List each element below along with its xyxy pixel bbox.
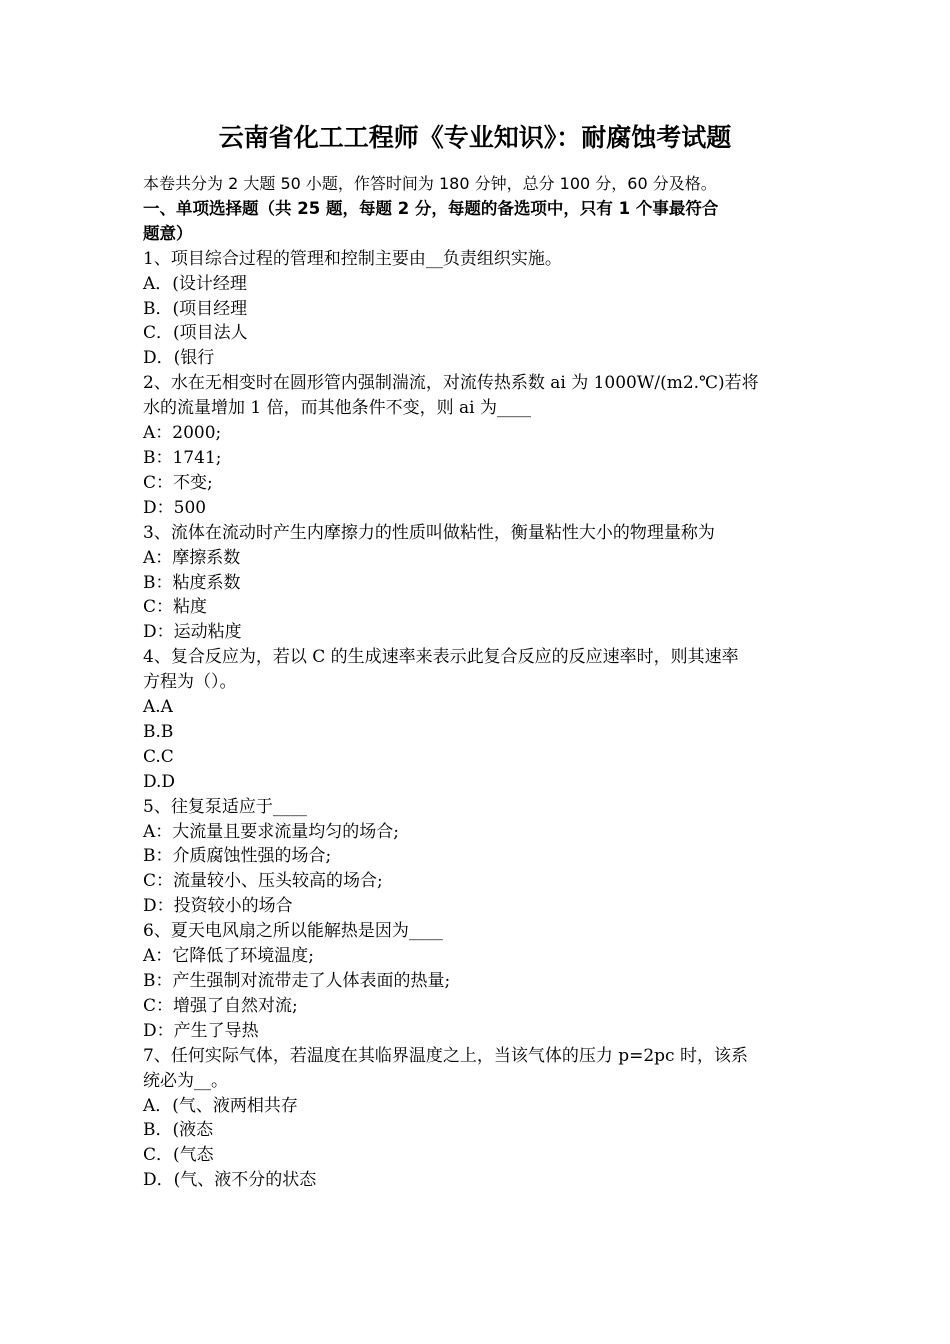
question-1	[143, 247, 815, 372]
option-c: C：粘度	[143, 597, 208, 618]
question-7	[143, 1044, 815, 1193]
question-5	[143, 795, 815, 920]
option-b: B.B	[143, 721, 174, 742]
option-b: B．(项目经理	[143, 298, 248, 319]
question-3	[143, 521, 815, 646]
option-d: D：运动粘度	[143, 622, 242, 643]
question-4	[143, 645, 815, 794]
option-a: A．(气、液两相共存	[143, 1095, 298, 1116]
question-stem: 1、项目综合过程的管理和控制主要由__负责组织实施。	[143, 248, 562, 269]
question-stem-continued: 水的流量增加 1 倍，而其他条件不变，则 ai 为____	[143, 398, 532, 419]
option-a: A：摩擦系数	[143, 547, 241, 568]
option-d: D：投资较小的场合	[143, 896, 293, 917]
option-c: C.C	[143, 746, 174, 767]
option-c: C．(气态	[143, 1145, 214, 1166]
option-a: A.A	[143, 697, 173, 718]
option-d: D.D	[143, 771, 176, 792]
option-b: B：介质腐蚀性强的场合;	[143, 846, 332, 867]
question-6	[143, 919, 815, 1044]
question-stem: 3、流体在流动时产生内摩擦力的性质叫做粘性，衡量粘性大小的物理量称为	[143, 522, 715, 543]
question-stem: 6、夏天电风扇之所以能解热是因为____	[143, 921, 443, 942]
option-a: A：大流量且要求流量均匀的场合;	[143, 821, 400, 842]
document-content	[143, 172, 815, 1193]
question-2	[143, 371, 815, 520]
option-a: A：它降低了环境温度;	[143, 946, 315, 967]
option-b: B：1741;	[143, 447, 222, 468]
option-b: B：粘度系数	[143, 572, 241, 593]
option-a: A：2000;	[143, 423, 222, 444]
exam-intro: 本卷共分为 2 大题 50 小题，作答时间为 180 分钟，总分 100 分，60 分及格。	[143, 174, 717, 193]
option-b: B．(液态	[143, 1120, 214, 1141]
question-stem-continued: 统必为__。	[143, 1070, 228, 1091]
option-c: C：不变;	[143, 472, 213, 493]
question-stem: 5、往复泵适应于____	[143, 796, 307, 817]
option-c: C：增强了自然对流;	[143, 995, 298, 1016]
option-d: D：产生了导热	[143, 1020, 259, 1041]
option-a: A．(设计经理	[143, 273, 247, 294]
question-stem-continued: 方程为（）。	[143, 672, 237, 693]
option-d: D．(气、液不分的状态	[143, 1170, 317, 1191]
option-d: D．(银行	[143, 348, 215, 369]
section-heading-line-1: 一、单项选择题（共 25 题，每题 2 分，每题的备选项中，只有 1 个事最符合	[143, 198, 719, 218]
option-b: B：产生强制对流带走了人体表面的热量;	[143, 971, 451, 991]
option-c: C．(项目法人	[143, 323, 248, 344]
question-stem: 2、水在无相变时在圆形管内强制湍流，对流传热系数 ai 为 1000W/(m2.℃)若将	[143, 373, 759, 394]
section-heading-line-2: 题意）	[143, 223, 193, 243]
document-title: 云南省化工工程师《专业知识》：耐腐蚀考试题	[218, 123, 732, 152]
option-c: C：流量较小、压头较高的场合;	[143, 871, 383, 892]
question-stem: 7、任何实际气体，若温度在其临界温度之上，当该气体的压力 p=2pc 时，该系	[143, 1045, 748, 1066]
question-stem: 4、复合反应为，若以 C 的生成速率来表示此复合反应的反应速率时，则其速率	[143, 647, 739, 668]
option-d: D：500	[143, 497, 207, 518]
